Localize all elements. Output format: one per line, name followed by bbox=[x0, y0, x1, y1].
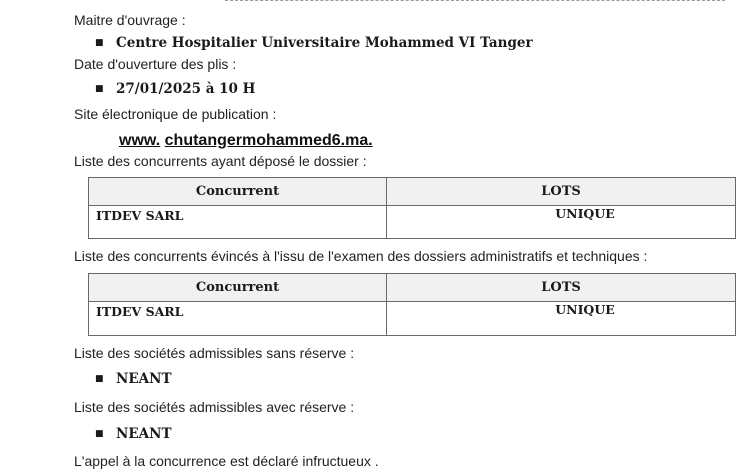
header-lots: LOTS bbox=[387, 178, 736, 206]
date-ouverture-label: Date d'ouverture des plis : bbox=[74, 56, 237, 72]
cell-concurrent: ITDEV SARL bbox=[89, 302, 387, 336]
deposants-label: Liste des concurrents ayant déposé le dossier : bbox=[74, 153, 367, 169]
site-url[interactable] bbox=[119, 132, 373, 150]
table-row bbox=[89, 302, 736, 336]
table-header-row bbox=[89, 178, 736, 206]
deposants-table bbox=[88, 177, 736, 239]
evinces-label: Liste des concurrents évincés à l'issu de l'examen des dossiers administratifs et techniques : bbox=[74, 248, 648, 264]
avec-reserve-label: Liste des sociétés admissibles avec réserve : bbox=[74, 399, 355, 415]
bullet-icon: ■ bbox=[95, 429, 104, 439]
evinces-table bbox=[88, 273, 736, 336]
avec-reserve-item bbox=[95, 426, 172, 442]
sans-reserve-item bbox=[95, 371, 172, 387]
conclusion-text: L'appel à la concurrence est déclaré infructueux . bbox=[74, 453, 379, 469]
site-url-domain: chutangermohammed6.ma. bbox=[164, 132, 373, 149]
bullet-icon: ■ bbox=[95, 38, 104, 48]
date-ouverture-value: 27/01/2025 à 10 H bbox=[116, 81, 256, 97]
header-concurrent: Concurrent bbox=[89, 274, 387, 302]
cell-concurrent: ITDEV SARL bbox=[89, 206, 387, 239]
sans-reserve-value: NEANT bbox=[116, 371, 172, 387]
bullet-icon: ■ bbox=[95, 84, 104, 94]
date-ouverture-item bbox=[95, 81, 255, 97]
header-concurrent: Concurrent bbox=[89, 178, 387, 206]
bullet-icon: ■ bbox=[95, 374, 104, 384]
table-header-row bbox=[89, 274, 736, 302]
avec-reserve-value: NEANT bbox=[116, 426, 172, 442]
cell-lot: UNIQUE bbox=[387, 206, 736, 239]
top-rule bbox=[225, 0, 725, 4]
maitre-ouvrage-value: Centre Hospitalier Universitaire Mohammed VI Tanger bbox=[116, 35, 533, 51]
sans-reserve-label: Liste des sociétés admissibles sans réserve : bbox=[74, 345, 355, 361]
table-row bbox=[89, 206, 736, 239]
site-label: Site électronique de publication : bbox=[74, 106, 277, 122]
maitre-ouvrage-item bbox=[95, 35, 533, 51]
maitre-ouvrage-label: Maitre d'ouvrage : bbox=[74, 12, 186, 28]
site-url-prefix: www. bbox=[119, 132, 161, 149]
cell-lot: UNIQUE bbox=[387, 302, 736, 336]
header-lots: LOTS bbox=[387, 274, 736, 302]
